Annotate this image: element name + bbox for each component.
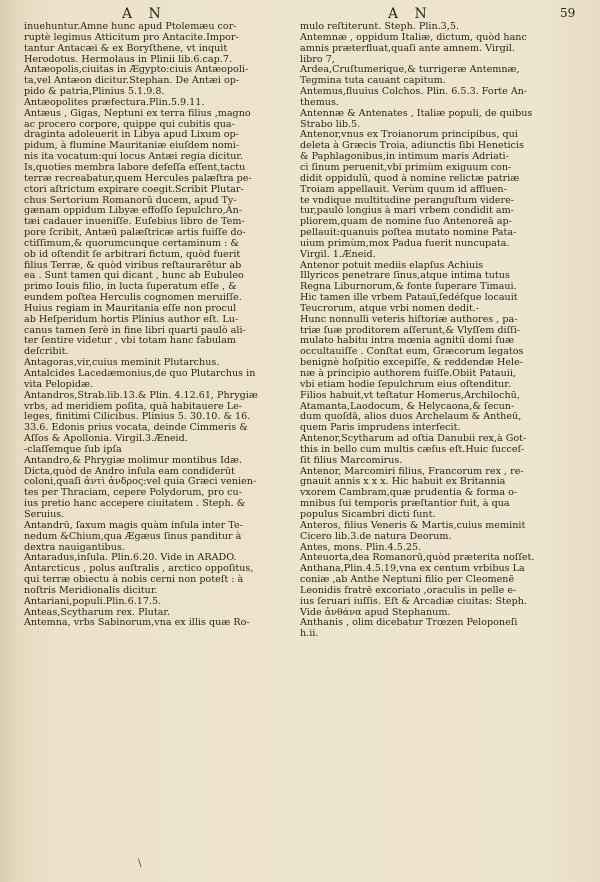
text-line: Antenor,Scytharum ad oſtia Danubii rex,à Got-	[300, 433, 527, 445]
text-line: Anthanis , olim dicebatur Trœzen Peloponeſi	[300, 617, 518, 629]
page-number: 59	[560, 6, 576, 20]
text-line: benignè hoſpitio excepiſſe, & reddendæ Hele-	[300, 357, 524, 369]
text-line: inuehuntur.Amne hunc apud Ptolemæu cor-	[24, 21, 237, 32]
text-line: Filios habuit,vt teſtatur Homerus,Archilochū,	[300, 389, 520, 401]
text-line: Anthana,Plin.4.5.19,vna ex centum vrbibus La	[300, 563, 525, 575]
text-line: Anteros, filius Veneris & Martis,cuius meminit	[300, 519, 526, 531]
text-line: libro 7,	[300, 53, 335, 65]
text-line: Antandros,Strab.lib.13.& Plin. 4.12.61, Phrygiæ	[24, 389, 258, 401]
text-line: coniæ ,ab Anthe Neptuni filio per Cleomenē	[300, 574, 515, 586]
text-line: eundem poſtea Herculis cognomen meruiſſe.	[24, 292, 242, 304]
text-line: occultauiſſe . Conſtat eum, Græcorum legatos	[300, 346, 524, 358]
text-line: Antaradus,inſula. Plin.6.20. Vide in ARADO.	[24, 552, 237, 564]
text-line: leges, finitimi Cilicibus. Plinius 5. 30.10. & 16.	[24, 411, 251, 423]
text-line: ta,vel Antæon dicitur.Stephan. De Antæi op-	[24, 75, 240, 87]
text-line: dum quoſdā, alios duos Archelaum & Antheū,	[300, 411, 522, 423]
text-line: -claſſemque ſub ipſa	[24, 443, 122, 455]
text-line: pidum, à flumine Mauritaniæ eiuſdem nomi-	[24, 140, 240, 152]
text-line: Teucrorum, atque vrbi nomen dedit.-	[300, 302, 480, 314]
text-line: chus Sertorium Romanorū ducem, apud Ty-	[24, 194, 237, 206]
text-line: Dicta,quòd de Andro inſula eam condiderūt	[24, 465, 235, 477]
header-right: A N	[388, 6, 433, 22]
text-line: Antenor,vnus ex Troianorum principibus, qui	[300, 129, 518, 141]
text-line: Illyricos penetrare ſinus,atque intima tutus	[300, 270, 510, 282]
text-line: Antemnæ , oppidum Italiæ, dictum, quòd hanc	[300, 31, 527, 43]
right-column	[300, 22, 574, 640]
text-line: Cicero lib.3.de natura Deorum.	[300, 530, 452, 542]
text-line: nedum &Chium,qua Ægæus ſinus panditur à	[24, 530, 242, 542]
text-line: ob id oſtendit ſe arbitrari fictum, quòd fuerit	[24, 248, 241, 260]
text-line: Antæopolis,ciuitas in Ægypto:ciuis Antæopoli-	[24, 64, 249, 76]
text-line: vrbs, ad meridiem poſita, quā habitauere Le-	[24, 400, 242, 412]
text-line: Antandrū, ſaxum magis quàm inſula inter Te-	[24, 519, 243, 531]
text-line: vbi etiam hodie ſepulchrum eius oſtenditur.	[300, 378, 511, 390]
text-line: h.ii.	[300, 628, 319, 640]
text-line: ac procero corpore, quippe qui cubitis qua-	[24, 118, 235, 130]
text-line: Is,quoties membra labore defeſſa eſſent,tactu	[24, 161, 246, 173]
text-line: vita Pelopidæ.	[24, 378, 94, 390]
text-line: 33.6. Edonis prius vocata, deinde Cimmeris &	[24, 422, 248, 434]
text-line: deſcribit.	[24, 346, 69, 358]
text-line: pellauit:quanuis poſtea mutato nomine Pata-	[300, 227, 517, 239]
text-line: deleta à Græcis Troia, adiunctis ſibi Heneticis	[300, 140, 524, 152]
text-line: ruptè legimus Atticitum pro Antacite.Impor-	[24, 31, 239, 43]
text-line: terræ recreabatur,quem Hercules palæſtra pe-	[24, 172, 252, 184]
text-line: Antenor, Marcomiri filius, Francorum rex , re-	[300, 465, 524, 477]
text-line: Seruius.	[24, 508, 65, 520]
text-line: canus tamen ſerè in fine libri quarti paulò ali-	[24, 324, 246, 336]
text-line: Antarcticus , polus auſtralis , arctico oppoſitus,	[24, 563, 254, 575]
text-line: ci ſinum peruenit,vbi primùm exiguum con-	[300, 161, 512, 173]
text-line: Antæus , Gigas, Neptuni ex terra filius ,magno	[24, 107, 251, 119]
text-line: nis ita vocatum:qui locus Antæi regia dicitur.	[24, 151, 243, 163]
text-line: Aſſos & Apollonia. Virgil.3.Æneid.	[24, 433, 188, 445]
text-line: draginta adoleuerit in Libya apud Lixum op-	[24, 129, 239, 141]
text-line: Leonidis fratrē excoriato ,oraculis in pelle e-	[300, 584, 517, 596]
text-line: Antes, mons. Plin.4.5.25.	[300, 541, 422, 553]
text-line: ea . Sunt tamen qui dicant , hunc ab Eubuleo	[24, 270, 244, 282]
text-line: mulo reſtiterunt. Steph. Plin.3,5.	[300, 21, 459, 32]
header-left: A N	[122, 6, 167, 22]
text-line: Anteuorta,dea Romanorū,quòd præterita noſſet.	[300, 552, 535, 564]
text-line: Hunc nonnulli veteris hiſtoriæ authores , pa-	[300, 313, 518, 325]
text-line: amnis præterfluat,quaſi ante amnem. Virgil.	[300, 42, 515, 54]
text-line: ſit filius Marcomirus.	[300, 454, 403, 466]
text-line: uium primùm,mox Padua fuerit nuncupata.	[300, 237, 510, 249]
text-line: Virgil. 1.Æneid.	[300, 248, 376, 260]
text-line: ter ſentire videtur , vbi totam hanc fabulam	[24, 335, 236, 347]
text-line: Herodotus. Hermolaus in Plinii lib.6.cap.7.	[24, 53, 232, 65]
text-line: Tegmina tuta cauant capitum.	[300, 75, 446, 87]
text-line: Anteas,Scytharum rex. Plutar.	[24, 606, 170, 618]
text-line: Antagoras,vir,cuius meminit Plutarchus.	[24, 357, 220, 369]
text-line: ab Heſperidum hortis Plinius author eſt. Lu-	[24, 313, 239, 325]
text-line: noſtris Meridionalis dicitur.	[24, 584, 158, 596]
text-line: tes per Thraciam, cepere Polydorum, pro cu-	[24, 487, 242, 499]
text-line: coloni,quaſi ἀντὶ ἀνδρος:vel quia Græci venien-	[24, 476, 257, 488]
text-line: tur,paulò longius à mari vrbem condidit am-	[300, 205, 514, 217]
text-line: Antandro,& Phrygiæ molimur montibus Idæ.	[24, 454, 243, 466]
text-line: themus.	[300, 96, 339, 108]
text-line: primo Iouis filio, in lucta ſuperatum eſſe , &	[24, 281, 237, 293]
text-line: Antenor potuit mediis elapſus Achiuis	[300, 259, 484, 271]
text-line: Antæopolites præfectura.Plin.5.9.11.	[24, 96, 205, 108]
text-line: Antemna, vrbs Sabinorum,vna ex illis quæ Ro-	[24, 617, 250, 629]
text-line: Atamanta,Laodocum, & Helycaona,& ſecun-	[300, 400, 515, 412]
text-line: mulato habitu intra mœnia agnitū domi ſuæ	[300, 335, 515, 347]
text-line: ius ſeruari iuſſis. Eſt & Arcadiæ ciuitas: Steph.	[300, 595, 527, 607]
text-line: filius Terræ, & quòd viribus reſtaurarētur ab	[24, 259, 242, 271]
text-line: qui terræ obiectu à nobis cerni non poteſt : à	[24, 574, 244, 586]
text-line: & Paphlagonibus,in intimum maris Adriati-	[300, 151, 509, 163]
text-line: populus Sicambri dicti ſunt.	[300, 508, 436, 520]
text-line: vxorem Cambram,quæ prudentia & forma o-	[300, 487, 518, 499]
text-line: Antennæ & Antenates , Italiæ populi, de quibus	[300, 107, 533, 119]
text-line: dextra nauigantibus.	[24, 541, 125, 553]
text-line: Hic tamen ille vrbem Patauī,ſedéſque locauit	[300, 292, 518, 304]
text-line: ctori aſtrictum expirare coegit.Scribit Plutar-	[24, 183, 244, 195]
text-line: ctiſſimum,& quorumcunque certaminum : &	[24, 237, 239, 249]
text-line: this in bello cum multis cæſus eſt.Huic ſucceſ-	[300, 443, 525, 455]
text-line: gænam oppidum Libyæ effoſſo ſepulchro,An-	[24, 205, 242, 217]
text-line: Antalcides Lacedæmonius,de quo Plutarchus in	[24, 368, 256, 379]
text-line: quem Paris imprudens interfecit.	[300, 422, 461, 434]
footer-mark: \	[138, 858, 142, 869]
text-line: tantur Antacæi & ex Boryſthene, vt inquit	[24, 42, 228, 54]
text-line: Ardea,Cruſtumerique,& turrigeræ Antemnæ,	[300, 64, 520, 76]
text-line: pore ſcribit, Antæū palæſtricæ artis fuiſſe do-	[24, 227, 246, 239]
text-line: gnauit annis x x x. Hic habuit ex Britannia	[300, 476, 506, 488]
left-column	[24, 22, 298, 629]
text-line: næ à principio authorem fuiſſe.Obiit Patauii,	[300, 368, 516, 379]
text-line: tæi cadauer inueniſſe. Euſebius libro de Tem-	[24, 216, 245, 228]
text-line: mnibus ſui temporis præſtantior fuit, à qua	[300, 498, 510, 510]
text-line: ius pretio hanc accepere ciuitatem . Steph. &	[24, 498, 246, 510]
text-line: Antemus,fluuius Colchos. Plin. 6.5.3. Forte An-	[300, 86, 528, 98]
text-line: triæ ſuæ proditorem aſſerunt,& Vlyſſem diſſi-	[300, 324, 521, 336]
text-line: Huius regiam in Mauritania eſſe non procul	[24, 302, 237, 314]
text-line: didit oppidulū, quod à nomine relictæ patriæ	[300, 172, 520, 184]
text-line: pido & patria,Plinius 5.1.9.8.	[24, 86, 165, 98]
text-line: Troiam appellauit. Verùm quum id affluen-	[300, 183, 507, 195]
text-line: pliorem,quam de nomine ſuo Antenoreā ap-	[300, 216, 512, 228]
text-line: Antariani,populi.Plin.6.17.5.	[24, 595, 162, 607]
text-line: Strabo lib.5.	[300, 118, 361, 130]
text-line: Regna Liburnorum,& fonte ſuperare Timaui.	[300, 281, 517, 293]
text-line: Vide ἀνθάνα apud Stephanum.	[300, 606, 451, 618]
text-line: te vndique multitudine peranguſtum videre-	[300, 194, 515, 206]
